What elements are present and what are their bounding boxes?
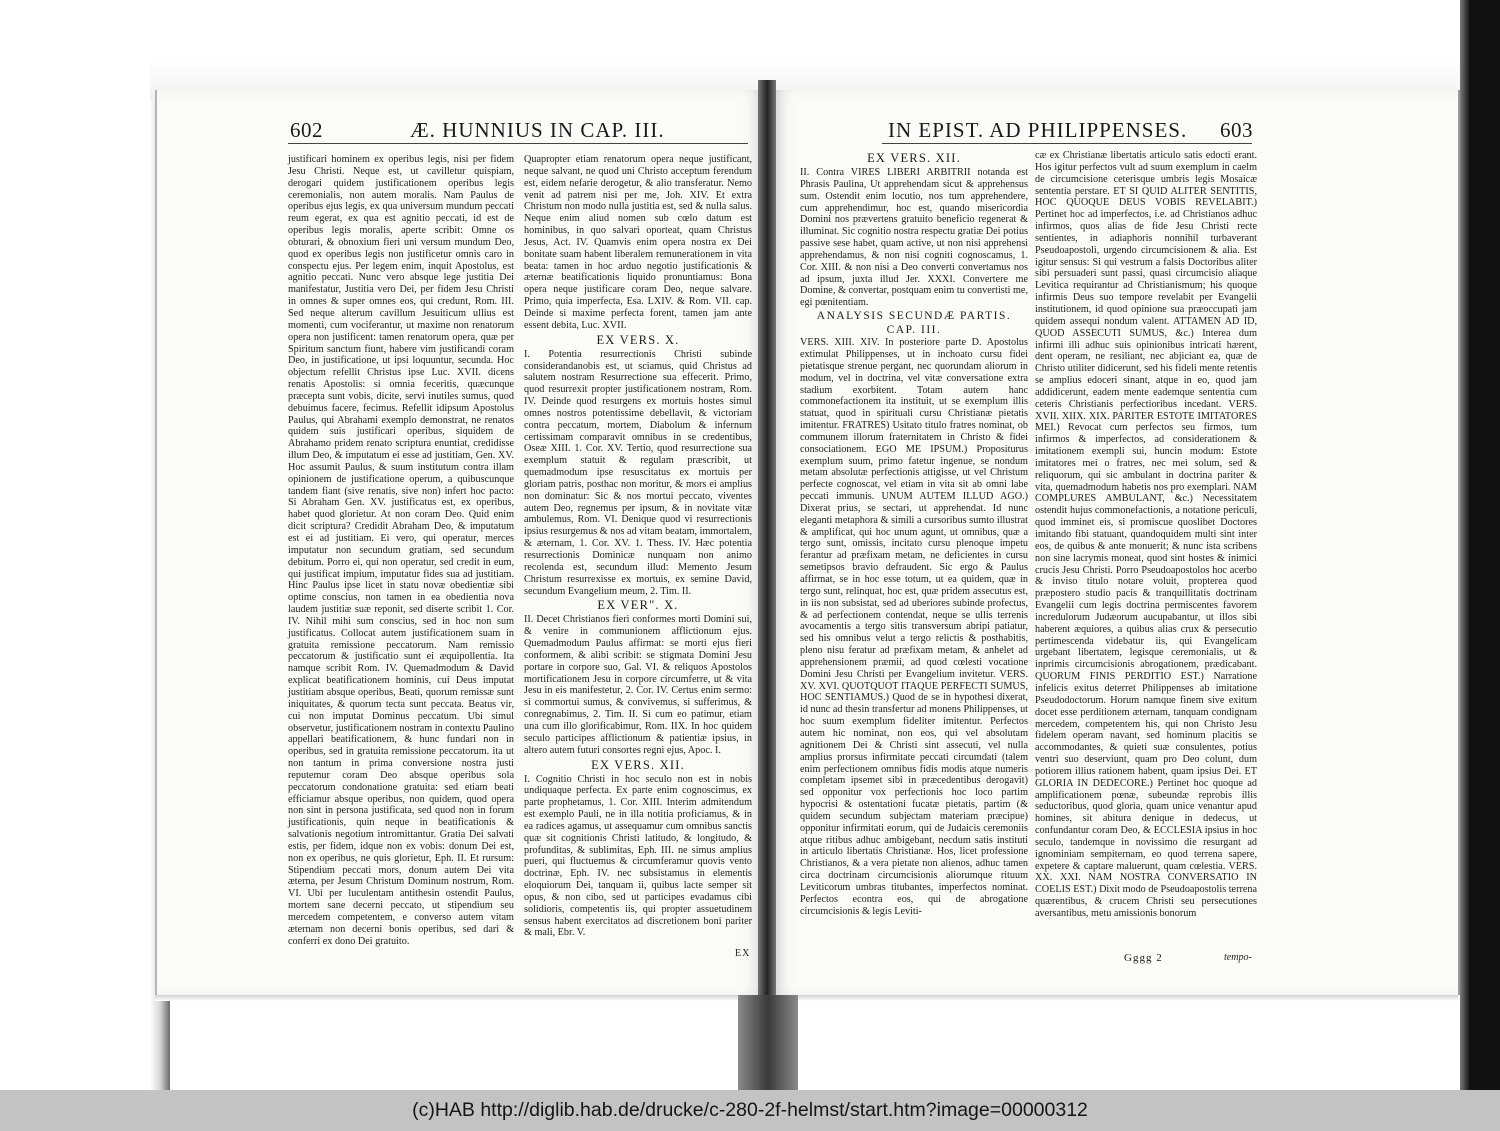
section-subheading: CAP. III.: [886, 324, 942, 337]
page-number-left: 602: [290, 118, 323, 142]
left-page-edge: [155, 995, 758, 1001]
page-number-right: 603: [1220, 118, 1253, 142]
signature-mark: Gggg 2: [1124, 952, 1163, 964]
copyright-footer: (c)HAB http://diglib.hab.de/drucke/c-280-2f-helmst/start.htm?image=00000312: [0, 1090, 1500, 1131]
section-heading: ANALYSIS SECUNDÆ PARTIS.: [816, 310, 1012, 323]
catchword-right: tempo-: [1224, 952, 1252, 963]
head-rule-right: [882, 143, 1252, 144]
scanner-edge-right: [1460, 0, 1500, 1090]
running-head-right: IN EPIST. AD PHILIPPENSES.: [888, 118, 1188, 142]
right-column-2: [1035, 150, 1257, 950]
body-text: Quapropter etiam renatorum opera neque justificant, neque salvant, ne quod uni Christo acceptum ferendum est, eidem nefarie derogetur, & alio transferatur. Nemo venit ad patrem nisi per me, Joh. XIV. Et extra Christum non modo nulla justitia est, sed & nulla salus. Neque enim aliud nomen sub cœlo datum est hominibus, in quo salvari oporteat, quam Christus Jesus, Act. IV. Quamvis enim opera nostra ex Dei bonitate suam habent liberalem remunerationem in vita beata: tamen in hoc arduo negotio justificationis & æternæ beatificationis liquido pronuntiamus: Bona opera neque justificare coram Deo, neque salvare. Primo, quia imperfecta, Esa. LXIV. & Rom. VII. cap. Deinde si maxime perfecta forent, tamen jam ante essent debita, Luc. XVII.: [524, 154, 752, 331]
running-head-left: Æ. HUNNIUS IN CAP. III.: [410, 118, 665, 142]
section-heading: EX VERS. XII.: [867, 151, 961, 165]
body-text: I. Potentia resurrectionis Christi subinde considerandanobis est, ut sciamus, quid Christus ad salutem nostram Resurrectione sua effecerit. Primo, quod resurrexit propter justificationem nostram, Rom. IV. Deinde quod resurgens ex mortuis hostes simul omnes nostros potentissime debellavit, & victoriam contra peccatum, mortem, Diabolum & infernum certissimam comparavit omnibus in se credentibus, Oseæ XIII. 1. Cor. XV. Tertio, quod resurrectione sua exemplum statuit & regulam præscribit, ut quemadmodum ipse resuscitatus ex mortuis per gloriam patris, posthac non moritur, & mors ei amplius non dominatur: Sic & nos mortui peccato, viventes autem Deo, regnemus per ipsum, & in novitate vitæ ambulemus, Rom. VI. Denique quod vi resurrectionis ipsius resurgemus & nos ad vitam beatam, immortalem, & æternam, 1. Cor. XV. 1. Thess. IV. Hæc potentia resurrectionis Dominicæ nunquam non animo recolenda est, secundum illud: Memento Jesum Christum resurrexisse ex mortuis, ex semine David, secundum Evangelium meum, 2. Tim. II.: [524, 348, 752, 597]
top-shadow: [150, 0, 1460, 100]
section-heading: EX VER". X.: [597, 598, 679, 613]
section-heading: EX VERS. X.: [596, 332, 680, 347]
section-heading: EX VERS. XII.: [591, 757, 685, 772]
body-text: VERS. XIII. XIV. In posteriore parte D. Apostolus extimulat Philippenses, ut in inchoato cursu fidei pietatisque strenue pergant, nec quorundam aliorum in modum, vel in doctrina, vel vitæ conversatione extra stadium exorbitent. Totam autem hanc commonefactionem ita instituit, ut se exemplum illis statuat, quod in spirituali cursu Christianæ pietatis imitentur. FRATRES) Usitato titulo fratres nominat, ob communem illorum fraternitatem in Christo & fidei consociationem. EGO ME IPSUM.) Propositurus exemplum suum, primo fatetur ingenue, se nondum metam absolutæ perfectionis attigisse, ut vel Christum perfecte cognoscat, vel etiam in vita sit ab omni labe peccati immunis. UNUM AUTEM ILLUD AGO.) Dixerat prius, se sectari, ut apprehendat. Id nunc eleganti metaphora & simili a cursoribus sumto illustrat & amplificat, qui hoc unum agunt, ut omnibus, quæ a tergo sunt, omissis, incitato cursu plenoque impetu ferantur ad præfixam metam, ne deficientes in cursu semetipsos bravio defraudent. Sic ergo & Paulus affirmat, se in hoc esse totum, ut ea quidem, quæ in tergo sunt, relinquat, hoc est, quæ pridem assecutus est, in iis non subsistat, sed ad uberiores subinde profectus, & ad perfectionem contendat, neque se ullis terrenis avocamentis a tergo sitis transversum abripi patiatur, sed his omnibus velut a tergo relictis & posthabitis, pleno nisu feratur ad præfixam metam, & anhelet ad apprehensionem præmii, ad quod cœlesti vocatione Domini Jesu Christi per Evangelium invitetur. VERS. XV. XVI. QUOTQUOT ITAQUE PERFECTI SUMUS, HOC SENTIAMUS.) Quod de se in hypothesi dixerat, id nunc ad thesin transfertur ad monens Philippenses, ut hoc suum exemplum fideliter imitentur. Perfectos autem hic nominat, non eos, qui vel absolutam agnitionem Dei & Christi sint assecuti, vel nulla amplius prorsus infirmitate peccati circumdati (talem enim perfectionem omnibus fidis modis atque numeris completam ipsemet sibi in præcedentibus derogavit) sed opponitur vox perfectionis hoc loco partim hypocrisi & ostentationi fucatæ pietatis, partim (& quidem secundum subjectam materiam præcipue) opponitur infirmitati eorum, qui de Judaicis ceremoniis atque ritibus adhuc ambigebant, necdum satis instituti in articulo libertatis Christianæ. Hos, licet professione Christianos, & a vera pietate non alienos, adhuc tamen circa doctrinam circumcisionis aliorumque rituum Leviticorum umbras titubantes, imperfectos nominat. Perfectos econtra eos, qui de abrogatione circumcisionis & legis Leviti-: [800, 337, 1028, 917]
body-text: II. Contra VIRES LIBERI ARBITRII notanda est Phrasis Paulina, Ut apprehendam sicut & apprehensus sum. Ostendit enim locutio, nos tum apprehendere, cum apprehendimur, hoc est, quando misericordia Domini nos prævertens gratuito beneficio regenerat & illuminat. Sic cognitio nostra respectu gratiæ Dei potius passive sese habet, quam active, ut non nisi apprehensi apprehendamus, & non nisi cogniti cognoscamus, 1. Cor. XIII. & non nisi a Deo converti convertamus nos ad ipsum, juxta illud Jer. XXXI. Convertere me Domine, & convertar, postquam enim tu convertisti me, egi pœnitentiam.: [800, 167, 1028, 309]
body-text: I. Cognitio Christi in hoc seculo non est in nobis undiquaque perfecta. Ex parte enim cognoscimus, ex parte prophetamus, 1. Cor. XIII. Interim admitendum est exemplo Pauli, ne in illa notitia proficiamus, & in ea radices agamus, ut assequamur cum omnibus sanctis quæ sit cognitionis Christi latitudo, & longitudo, & profunditas, & sublimitas, Eph. III. ne simus amplius pueri, qui fluctuemus & circumferamur quovis vento doctrinæ, Eph. IV. nec subsistamus in elementis eloquiorum Dei, tanquam ii, quibus lacte semper sit opus, & non cibo, sed ut participes evadamus cibi solidioris, competentis iis, qui propter assuetudinem sensus habent exercitatos ad discretionem boni pariter & mali, Ebr. V.: [524, 773, 752, 939]
body-text: II. Decet Christianos fieri conformes morti Domini sui, & venire in communionem afflictionum ejus. Quemadmodum Paulus affirmat: se morti ejus fieri conformem, & alibi scribit: se stigmata Domini Jesu portare in corpore suo, Gal. VI. & reliquos Apostolos mortificationem Jesu in corpore circumferre, ut & vita Jesu in eis manifestetur, 2. Cor. IV. Certus enim sermo: si commortui sumus, & convivemus, si sufferimus, & conregnabimus, 2. Tim. II. Si cum eo patimur, etiam una cum illo glorificabimur, Rom. IIX. In hoc quidem seculo participes afflictionum & patientiæ ipsius, in altero autem futuri consortes regni ejus, Apoc. I.: [524, 614, 752, 756]
scanner-edge-left: [0, 0, 170, 1090]
right-column-1: [800, 150, 1028, 950]
body-text: justificari hominem ex operibus legis, nisi per fidem Jesu Christi. Neque est, ut cavilletur quispiam, derogari quidem justificationem operibus legis ceremonialis, non autem moralis. Nam Paulus de operibus ejus legis, ex qua universum mundum peccati reum egerat, ex qua est agnitio peccati, id est de operibus legis moralis, aperte scribit: Omne os obturari, & obnoxium fieri uni versum mundum Deo, quod ex operibus legis non justificetur omnis caro in conspectu ejus. Per legem enim, inquit Apostolus, est agnitio peccati. Nunc vero absque lege justitia Dei manifestatur, Justitia vero Dei, per fidem Jesu Christi in omnes & super omnes eos, qui credunt, Rom. III. Sed neque alterum cavillum Jesuiticum ullius est momenti, cum vociferantur, ut maxime non renatorum opera non justificent: tamen renatorum opera, quæ per Spiritum sanctum fiunt, habere vim justificandi coram Deo, in justificatione, ut ipsi loquuntur, secunda. Hoc objectum refellit Christus ipse Luc. XVII. dicens renatis Apostolis: si omnia feceritis, quæcunque præcepta sunt vobis, dicite, servi inutiles sumus, quod debuimus facere, fecimus. Refellit idipsum Apostolus Paulus, qui Abrahami exemplo demonstrat, ne renatos quidem suis justificari operibus, siquidem de Abrahamo pridem renato scriptura enuntiat, credidisse illum Deo, & imputatum ei esse ad justitiam, Gen. XV. Hoc assumit Paulus, & suum institutum contra illam opinionem de justificatione operum, a quibuscunque tandem fiant (sive renatis, sive non) infert hoc pacto: Si Abraham Gen. XV. justificatus est, ex operibus, habet quod glorietur. At non coram Deo. Quid enim dicit scriptura? Credidit Abraham Deo, & imputatum est ei ad justitiam. Ei vero, qui operatur, merces imputatur non secundum gratiam, sed secundum debitum. Porro ei, qui non operatur, sed credit in eum, qui justificat impium, imputatur fides sua ad justitiam. Hinc Paulus ipse licet in statu novæ obedientiæ sibi optime conscius, non tamen in ea obedientia nova laudem justitiæ suæ reponit, sed diserte scribit 1. Cor. IV. Nihil mihi sum conscius, sed in hoc non sum justificatus. Collocat autem justificationem suam in gratuita remissione peccatorum. Nam remissio peccatorum & justificatio sunt ei æquipollentia. Ita namque scribit Rom. IV. Quemadmodum & David explicat beatificationem hominis, cui Deus imputat justitiam absque operibus, Beati, quorum remissæ sunt iniquitates, & quorum tecta sunt peccata. Beatus vir, cui non imputat Dominus peccatum. Ubi simul observetur, justificationem nostram in contextu Paulino appellari beatificationem, & hunc fundari non in operibus, sed in gratuita remissione peccatorum. ita ut non tantum in prima conversione nostra justi reputemur coram Deo absque operibus sola peccatorum condonatione gratuita: sed etiam beati efficiamur absque operibus, non quidem, quod opera non sint in persona justificata, sed quod non in forum justificationis, quin neque in beatificationis & salvationis negotium intromittantur. Gratia Dei salvati estis, per fidem, idque non ex vobis: donum Dei est, non ex operibus, ne quis glorietur, Eph. II. Et rursum: Stipendium peccati mors, donum autem Dei vita æterna, per Jesum Christum Dominum nostrum, Rom. VI. Ubi per luculentam antithesin ostendit Paulus, mortem sane decerni peccato, ut stipendium seu mercedem competentem, e converso autem vitam æternam non decerni bonis operibus, sed dari & conferri ex dono Dei gratuito.: [288, 154, 514, 947]
book-spine: [738, 995, 798, 1090]
book-gutter: [758, 80, 776, 1090]
catchword-left: EX: [735, 948, 751, 959]
right-page-edge: [776, 995, 1458, 1001]
left-column-2: [524, 154, 752, 954]
left-column-1: [288, 154, 514, 947]
head-rule-left: [288, 143, 748, 144]
body-text: cæ ex Christianæ libertatis articulo satis edocti erant. Hos igitur perfectos vult ad suum exemplum in caelm de circumcisione ceterisque umbris legis Mosaicæ sententia perstare. ET SI QUID ALITER SENTITIS, HOC QUOQUE DEUS VOBIS REVELABIT.) Pertinet hoc ad imperfectos, i.e. ad Christianos adhuc infirmos, quos alias de fide Jesu Christi recte sentientes, in adiaphoris nonnihil turbaverant Pseudoapostoli, urgendo circumcisionem & alia. Est igitur sensus: Si qui vestrum a falsis Doctoribus aliter sibi persuaderi sunt passi, quasi circumcisio aliaque Levitica requirantur ad Christianismum; his quoque infirmis Deus suo tempore revelabit per Evangelii institutionem, id quod opinione sua præoccupati jam quidem assequi nondum valent. ATTAMEN AD ID, QUOD ASSECUTI SUMUS, &c.) Interea dum infirmi illi adhuc suis opinionibus intricati hærent, dent operam, ne resiliant, nec abjiciant ea, quæ de Christo utiliter didicerunt, sed his fideli mente retentis se amplius edoceri sinant, atque in eo, quod jam addidicerunt, eadem mente eademque sententia cum ceteris Christianis perfectioribus incedant. VERS. XVII. XIIX. XIX. PARITER ESTOTE IMITATORES MEI.) Revocat cum perfectos seu firmos, tum infirmos & imperfectos, ad considerationem & imitationem exempli sui, huncin modum: Estote imitatores mei o fratres, nec mei solum, sed & reliquorum, qui sic ambulant in doctrina pariter & vita, quemadmodum habetis nos pro exemplari. NAM COMPLURES AMBULANT, &c.) Necessitatem ostendit hujus commonefactionis, a notatione periculi, quod imminet eis, si promiscue quoslibet Doctores imitando fibi statuant, quandoquidem multi sint inter eos, de quibus & ante monuerit; & nunc ista scribens non sine lacrymis moneat, quod sint hostes & inimici crucis Jesu Christi. Porro Pseudoapostolos hoc acerbo & inviso titulo notare voluit, propterea quod præpostero studio pacis & tranquillitatis doctrinam Evangelii cum legis doctrina permiscentes favorem incredulorum Judæorum aucupabantur, ut illos sibi haberent æquiores, a quibus alias crux & persecutio pertimescenda videbatur iis, qui Evangelicam urgebant libertatem, legisque ceremonialis, ut & inprimis circumcisionis abrogationem, prædicabant. QUORUM FINIS PERDITIO EST.) Narratione infelicis exitus deterret Philippenses ab imitatione Pseudodoctorum. Horum namque finem sive exitum docet esse perditionem æternam, tanquam condignam mercedem, competentem his, qui non Christo Jesu fidelem operam navant, sed hominum placitis se accommodantes, & quieti suæ consulentes, potius ventri suo deserviunt, quam pro Deo colunt, dum potiorem illius rationem habent, quam ipsius Dei. ET GLORIA IN DEDECORE.) Pertinet hoc quoque ad amplificationem pœnæ, subeundæ reprobis illis seductoribus, quod gloria, quam unice venantur apud homines, sit abitura denique in dedecus, ut confundantur coram Deo, & ECCLESIA ipsius in hoc seculo, tandemque in novissimo die resurgant ad ignominiam sempiternam, eo quod terrena sapere, expetere & captare maluerunt, quam cœlestia. VERS. XX. XXI. NAM NOSTRA CONVERSATIO IN COELIS EST.) Dixit modo de Pseudoapostolis terrena quærentibus, & crucem Christi seu persecutiones aversantibus, metu amissionis bonorum: [1035, 150, 1257, 919]
